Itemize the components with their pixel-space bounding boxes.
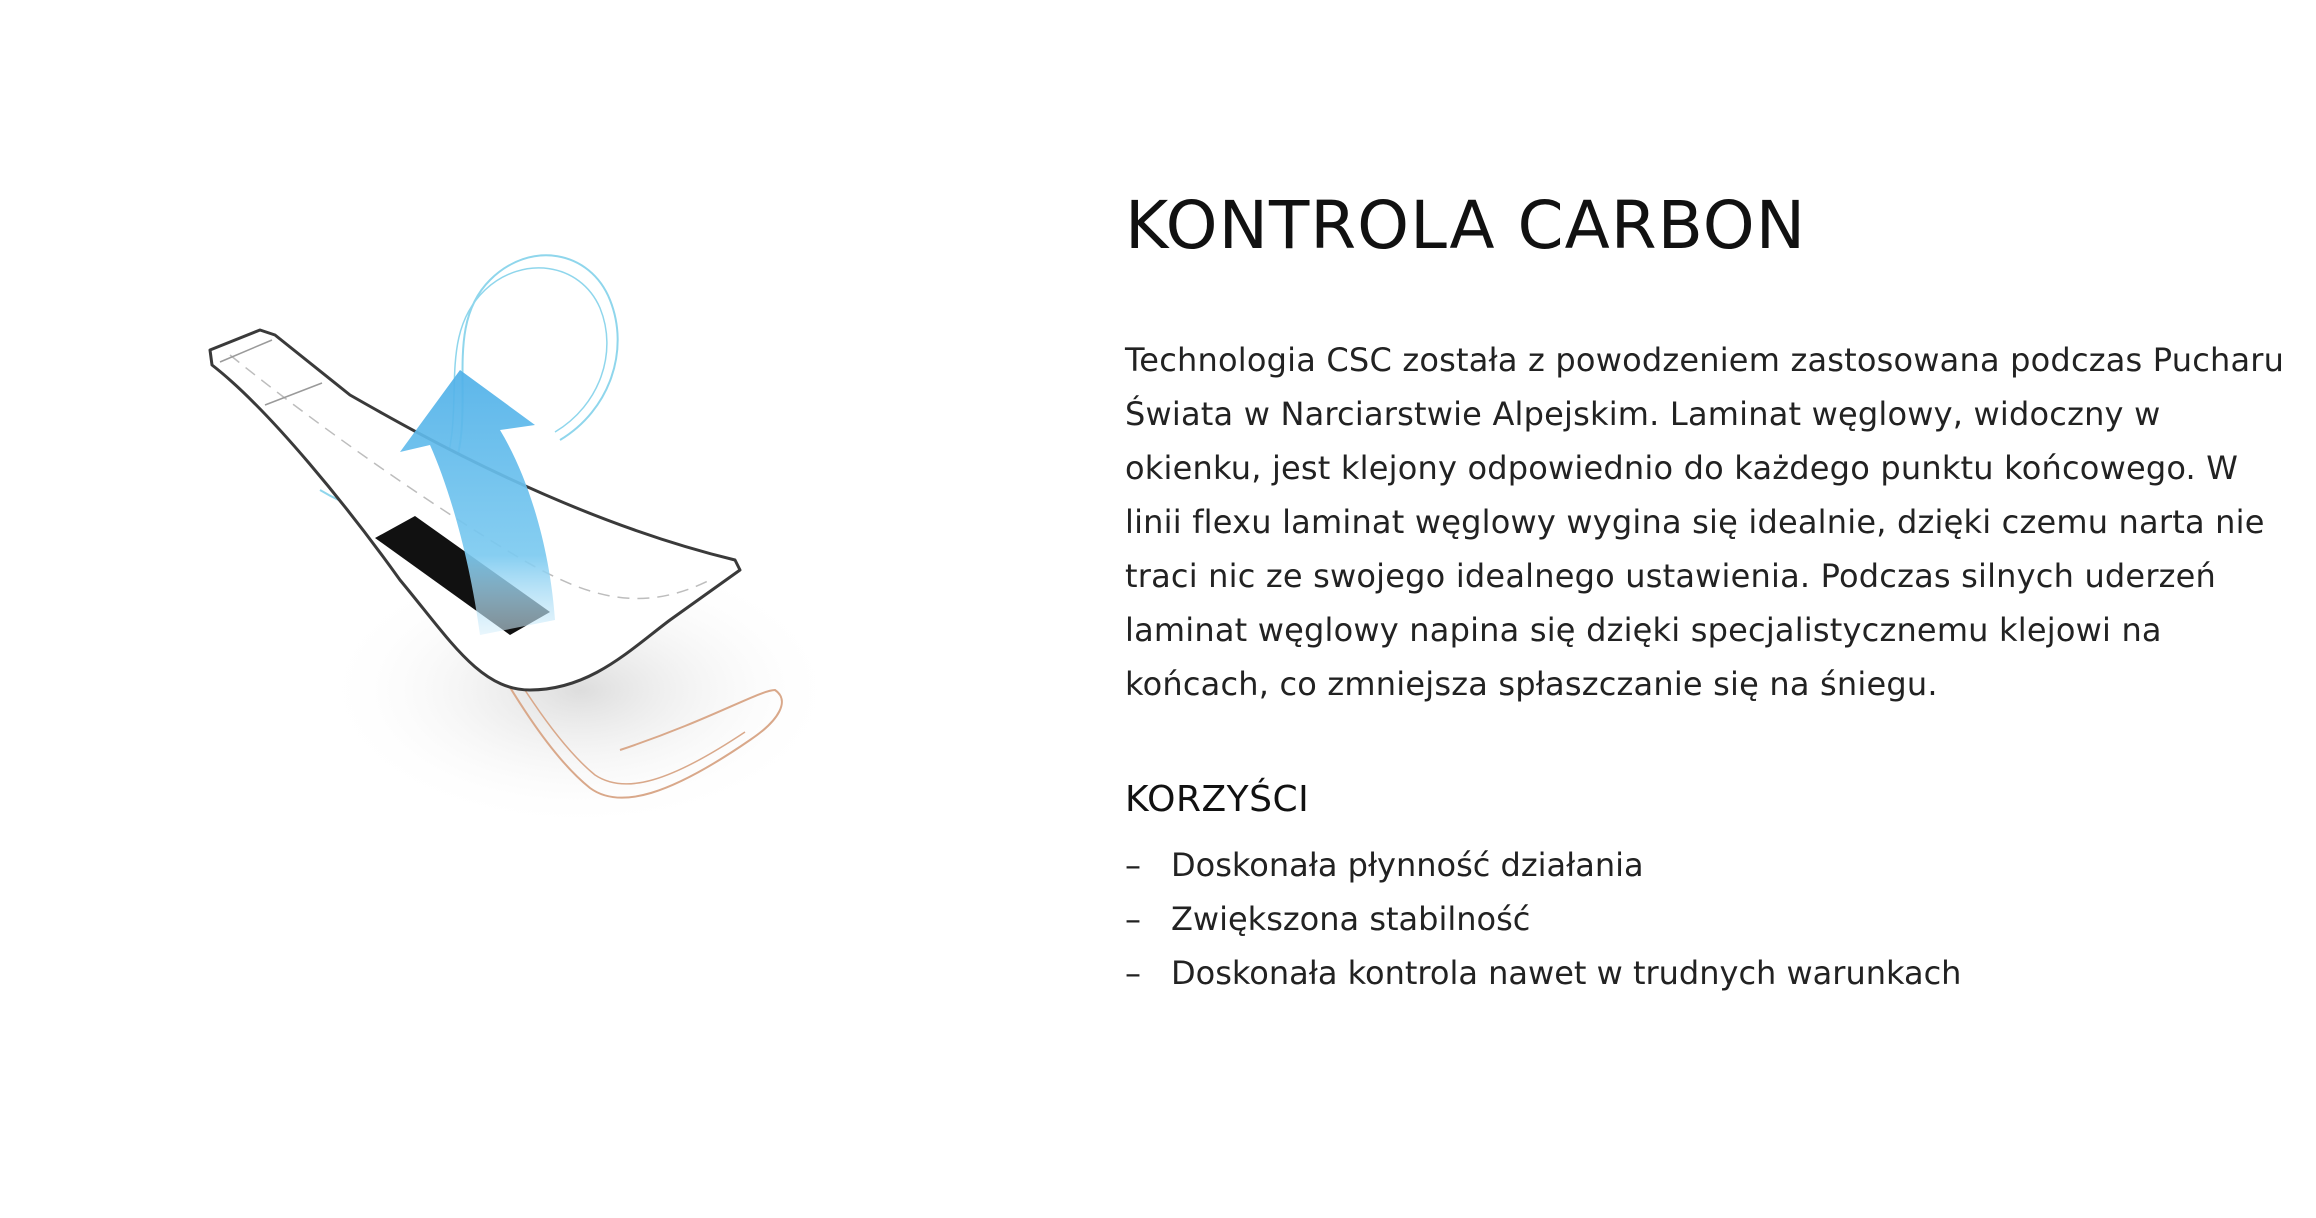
list-dash: –: [1125, 953, 1141, 992]
list-dash: –: [1125, 899, 1141, 938]
benefit-text: Zwiększona stabilność: [1171, 899, 1531, 938]
benefit-item: [1125, 892, 2285, 946]
content-section: [1125, 187, 2285, 1000]
benefits-list: [1125, 838, 2285, 1000]
ski-flex-icon: [150, 220, 850, 860]
benefit-item: [1125, 946, 2285, 1000]
benefit-item: [1125, 838, 2285, 892]
benefits-heading: KORZYŚCI: [1125, 778, 1310, 820]
ski-flex-illustration: [150, 220, 850, 860]
benefit-text: Doskonała płynność działania: [1171, 845, 1644, 884]
section-description: Technologia CSC została z powodzeniem zastosowana podczas Pucharu Świata w Narciarstwie Alpejskim. Laminat węglowy, widoczny w okienku, jest klejony odpowiednio do każdego punktu końcowego. W linii flexu laminat węglowy wygina się idealnie, dzięki czemu narta nie traci nic ze swojego idealnego ustawienia. Podczas silnych uderzeń laminat węglowy napina się dzięki specjalistycznemu klejowi na końcach, co zmniejsza spłaszczanie się na śniegu.: [1125, 340, 2285, 703]
benefit-text: Doskonała kontrola nawet w trudnych warunkach: [1171, 953, 1962, 992]
list-dash: –: [1125, 845, 1141, 884]
section-title: KONTROLA CARBON: [1125, 187, 1807, 264]
